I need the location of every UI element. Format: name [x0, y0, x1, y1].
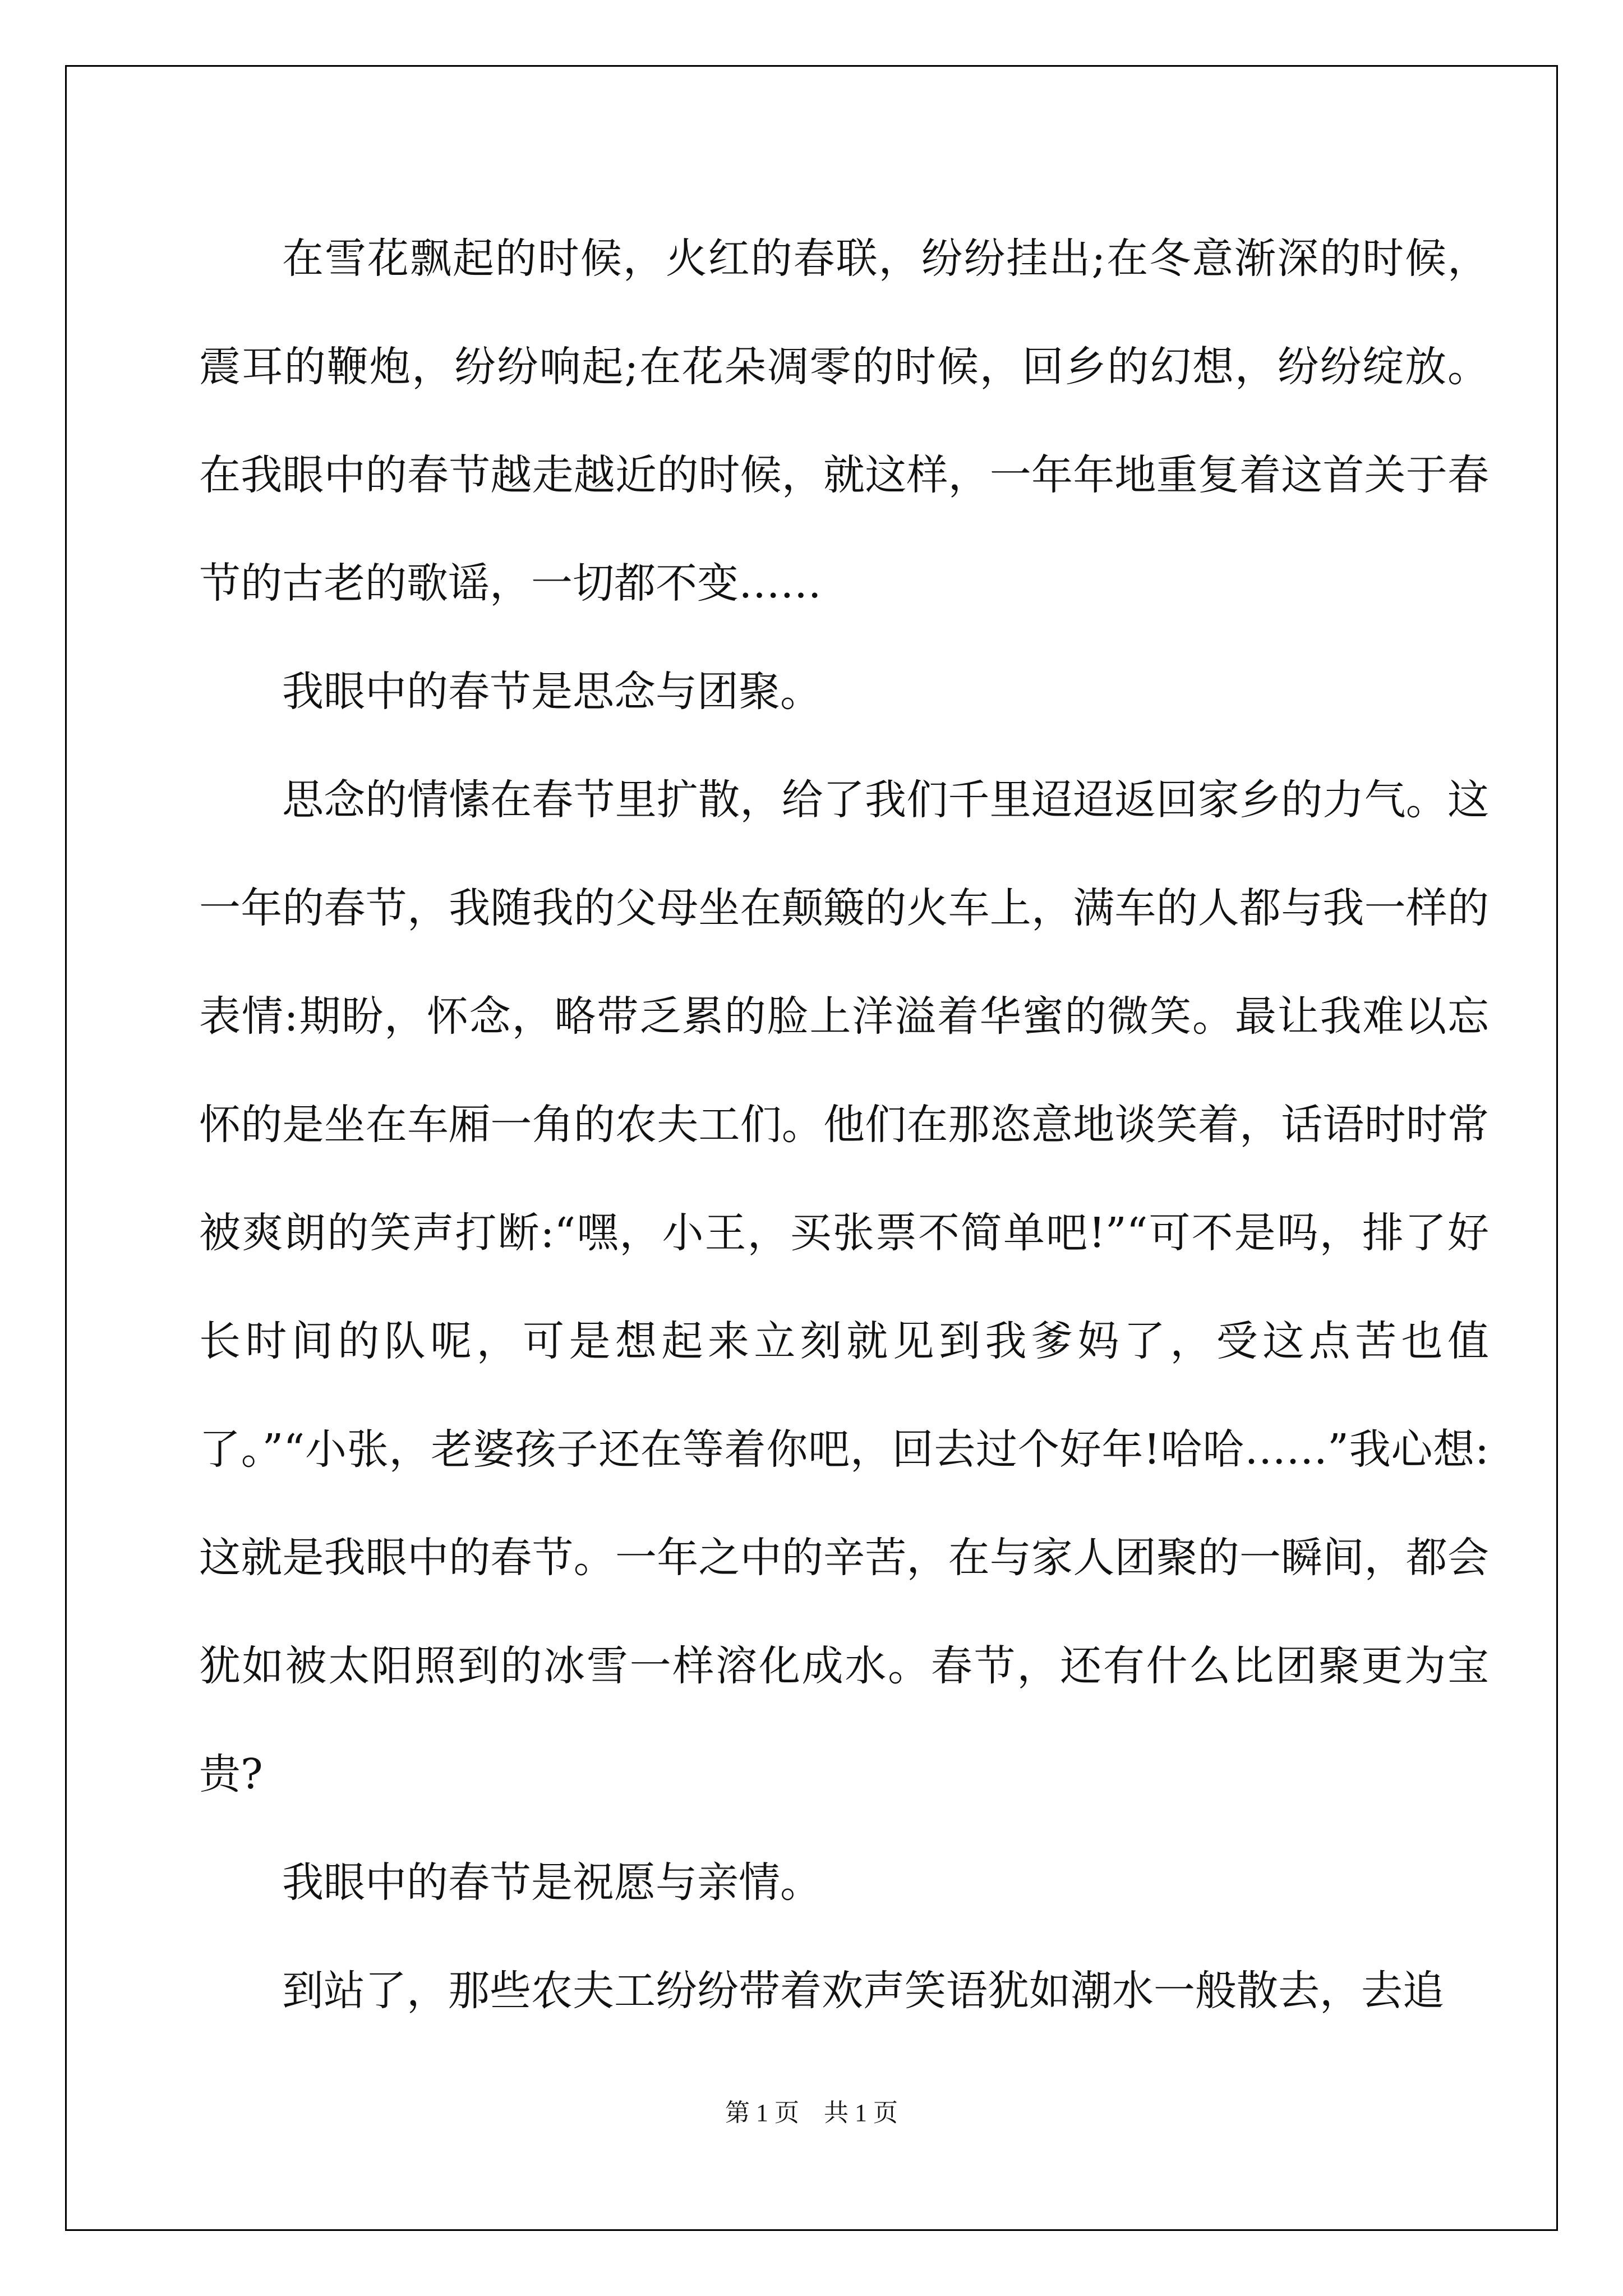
paragraph: 思念的情愫在春节里扩散，给了我们千里迢迢返回家乡的力气。这一年的春节，我随我的父母坐在颠簸的火车上，满车的人都与我一样的表情:期盼，怀念，略带乏累的脸上洋溢着华蜜的微笑。最让我难以忘怀的是坐在车厢一角的农夫工们。他们在那恣意地谈笑着，话语时时常被爽朗的笑声打断:“嘿，小王，买张票不简单吧!”“可不是吗，排了好长时间的队呢，可是想起来立刻就见到我爹妈了，受这点苦也值了。”“小张，老婆孩子还在等着你吧，回去过个好年!哈哈……”我心想:这就是我眼中的春节。一年之中的辛苦，在与家人团聚的一瞬间，都会犹如被太阳照到的冰雪一样溶化成水。春节，还有什么比团聚更为宝贵? [199, 776, 1489, 1798]
page-number-footer: 第 1 页 共 1 页 [725, 2099, 898, 2127]
paragraph: 我眼中的春节是祝愿与亲情。 [282, 1858, 822, 1907]
document-body [199, 205, 1489, 2045]
paragraph: 我眼中的春节是思念与团聚。 [282, 668, 822, 716]
paragraph: 到站了，那些农夫工纷纷带着欢声笑语犹如潮水一般散去，去追 [282, 1967, 1444, 2015]
paragraph: 在雪花飘起的时候，火红的春联，纷纷挂出;在冬意渐深的时候，震耳的鞭炮，纷纷响起;在花朵凋零的时候，回乡的幻想，纷纷绽放。在我眼中的春节越走越近的时候，就这样，一年年地重复着这首关于春节的古老的歌谣，一切都不变…… [199, 234, 1489, 608]
